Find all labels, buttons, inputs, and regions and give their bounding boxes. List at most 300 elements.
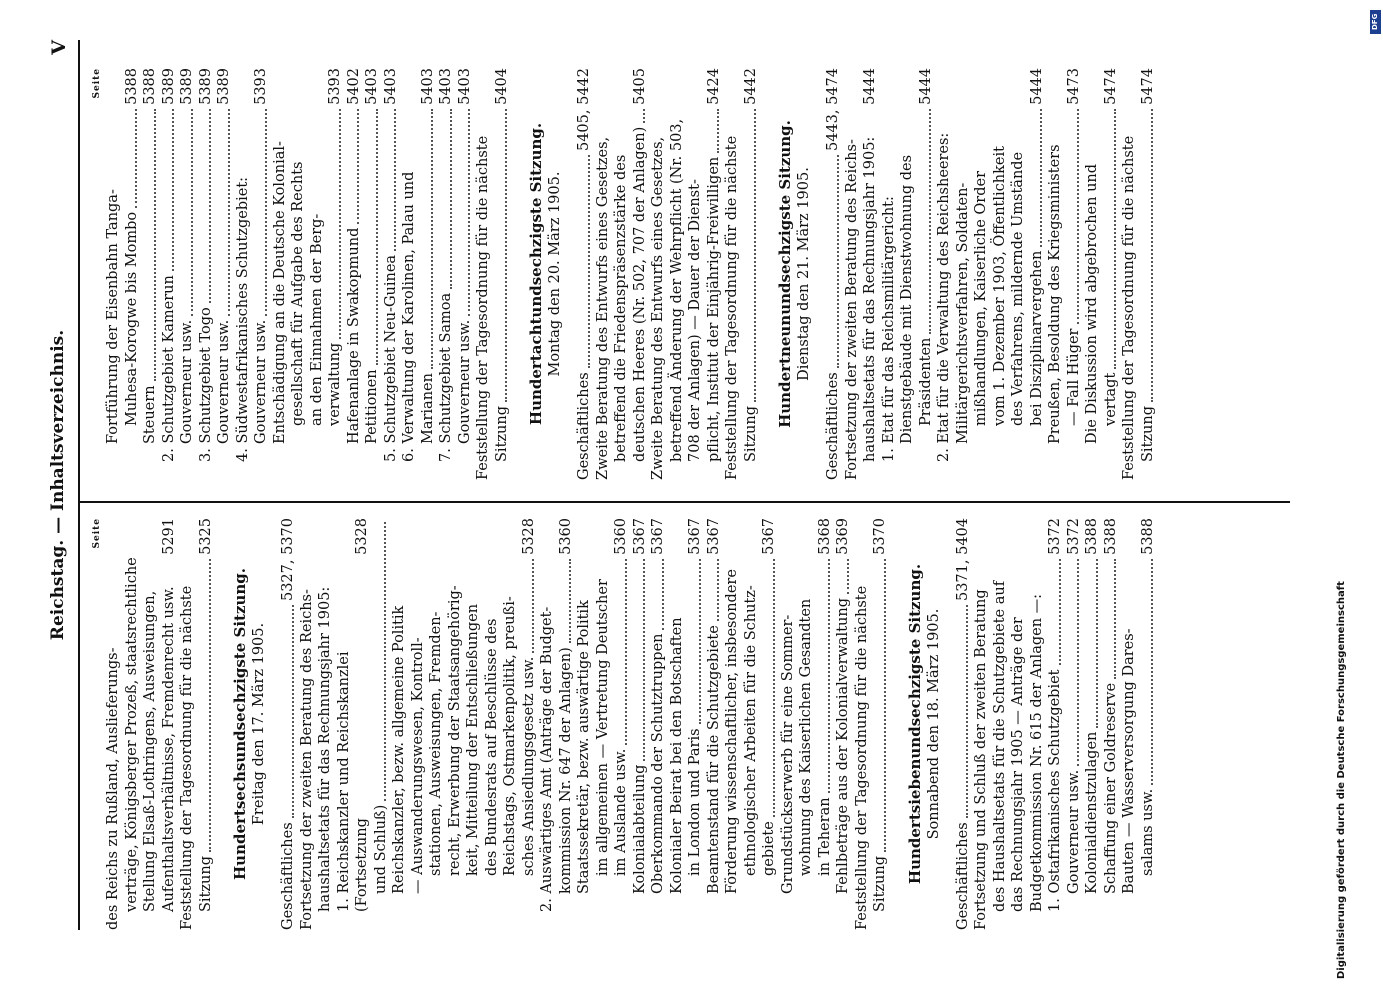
toc-entry bbox=[197, 68, 216, 480]
toc-entry bbox=[575, 68, 594, 480]
toc-entry bbox=[594, 68, 613, 480]
toc-entry-text: sches Ansiedlungsgesetz usw. bbox=[520, 656, 537, 876]
toc-entry-text: — Auswanderungswesen, Kontroll- bbox=[409, 637, 426, 894]
toc-entry-text: deutschen Heeres (Nr. 502, 707 der Anlagen) bbox=[631, 126, 648, 462]
toc-entry-text: pflicht, Institut der Einjährig-Freiwilligen bbox=[705, 156, 722, 462]
toc-entry-text: Militärgerichtsverfahren, Soldaten- bbox=[954, 182, 971, 444]
toc-entry-text: Geschäftliches bbox=[954, 822, 971, 930]
toc-entry bbox=[557, 518, 576, 930]
toc-entry-text: 3. Schutzgebiet Togo bbox=[197, 307, 214, 462]
toc-entry-text: Sitzung bbox=[197, 856, 214, 912]
toc-entry-text: Geschäftliches bbox=[825, 372, 841, 480]
toc-entry bbox=[104, 68, 123, 480]
dot-leader bbox=[1039, 109, 1042, 247]
toc-entry bbox=[289, 68, 308, 480]
toc-entry-text: Feststellung der Tagesordnung für die nächste bbox=[475, 135, 491, 480]
toc-entry-text: Sitzung bbox=[1139, 406, 1156, 462]
toc-entry-text: gesellschaft für Aufgabe des Rechts bbox=[290, 161, 306, 426]
toc-page-number: 5369 bbox=[835, 518, 851, 555]
toc-page-number: 5367 bbox=[705, 518, 722, 555]
toc-entry-text: an den Einnahmen der Berg- bbox=[308, 213, 325, 426]
toc-entry bbox=[160, 518, 179, 930]
toc-page-number: 5388 bbox=[1139, 518, 1156, 555]
page-header bbox=[48, 40, 74, 930]
toc-entry bbox=[779, 518, 798, 930]
toc-entry bbox=[991, 68, 1010, 480]
dot-leader bbox=[171, 109, 174, 271]
toc-entry-text: Preußen, Besoldung des Kriegsministers bbox=[1047, 144, 1063, 444]
toc-entry bbox=[742, 68, 761, 480]
toc-entry-text: Fortführung der Eisenbahn Tanga- bbox=[105, 189, 121, 444]
toc-entry-text: Staatssekretär, bezw. auswärtige Politik bbox=[576, 600, 592, 894]
toc-entry bbox=[538, 518, 557, 930]
toc-entry bbox=[308, 68, 327, 480]
toc-entry-text: Schaffung einer Goldreserve bbox=[1102, 682, 1119, 894]
toc-entry bbox=[972, 518, 991, 930]
digitization-note bbox=[1336, 8, 1383, 993]
toc-entry-text: des Haushaltsetats für die Schutzgebiete auf bbox=[991, 580, 1008, 912]
toc-entry-text: Aufenthaltsverhältnisse, Fremdenrecht usw. bbox=[160, 586, 177, 912]
toc-entry bbox=[1102, 518, 1121, 930]
toc-entry-text: Bauten — Wasserversorgung Dares- bbox=[1121, 628, 1137, 894]
toc-entry-text: Geschäftliches bbox=[576, 372, 592, 480]
toc-page-number: 5443, 5474 bbox=[825, 68, 841, 152]
toc-entry bbox=[372, 518, 391, 930]
toc-entry bbox=[991, 518, 1010, 930]
toc-entry-text: Entschädigung an die Deutsche Kolonial- bbox=[271, 141, 288, 444]
dot-leader bbox=[716, 109, 719, 153]
toc-entry-text: 6. Verwaltung der Karolinen, Palau und bbox=[401, 171, 417, 462]
toc-entry bbox=[1139, 68, 1158, 480]
toc-entry bbox=[954, 68, 973, 480]
toc-page-number: 5327, 5370 bbox=[280, 518, 296, 602]
toc-entry-text: 5. Schutzgebiet Neu-Guinea bbox=[382, 254, 399, 462]
seite-label: Seite bbox=[92, 518, 102, 549]
toc-entry bbox=[686, 518, 705, 930]
digitization-note-text: Digitalisierung gefördert durch die Deutsche Forschungsgemeinschaft bbox=[1336, 581, 1347, 979]
toc-page-number: 5291 bbox=[160, 518, 177, 555]
toc-page-number: 5388 bbox=[142, 68, 158, 105]
toc-entry-text: Förderung wissenschaftlicher, insbesondere bbox=[724, 569, 740, 894]
toc-entry bbox=[141, 68, 160, 480]
toc-entry bbox=[400, 68, 419, 480]
toc-entry bbox=[197, 518, 216, 930]
toc-entry-text: Reichskanzler, bezw. allgemeine Politik bbox=[391, 605, 407, 894]
dot-leader bbox=[624, 559, 627, 745]
toc-page-number: 5393 bbox=[327, 68, 343, 105]
toc-entry bbox=[631, 518, 650, 930]
dot-leader bbox=[642, 109, 645, 123]
dot-leader bbox=[1076, 109, 1079, 325]
toc-entry bbox=[649, 518, 668, 930]
toc-entry bbox=[363, 68, 382, 480]
toc-entry bbox=[649, 68, 668, 480]
toc-entry bbox=[178, 518, 197, 930]
toc-entry-text: Gouverneur usw. bbox=[456, 319, 473, 444]
session-date: Freitag den 17. März 1905. bbox=[251, 622, 267, 826]
toc-page-number: 5325 bbox=[197, 518, 214, 555]
session-heading: Hundertneunundsechzigste Sitzung. bbox=[776, 120, 794, 428]
toc-page-number: 5368 bbox=[816, 518, 833, 555]
dot-leader bbox=[846, 559, 849, 594]
toc-entry-text: des Verfahrens, mildernde Umstände bbox=[1010, 151, 1026, 426]
toc-page-number: 5444 bbox=[862, 68, 878, 105]
toc-entry bbox=[279, 518, 298, 930]
toc-page-number: 5367 bbox=[631, 518, 648, 555]
toc-entry bbox=[972, 68, 991, 480]
toc-page-number: 5403 bbox=[456, 68, 473, 105]
toc-entry-text: 1. Ostafrikanisches Schutzgebiet bbox=[1047, 669, 1063, 912]
toc-page-number: 5372 bbox=[1065, 518, 1082, 555]
toc-entry bbox=[612, 518, 631, 930]
toc-entry-text: vom 1. Dezember 1903, Öffentlichkeit bbox=[991, 146, 1008, 426]
toc-entry bbox=[1102, 68, 1121, 480]
toc-entry bbox=[215, 68, 234, 480]
dot-leader bbox=[449, 109, 452, 289]
toc-entry-text: Die Diskussion wird abgebrochen und bbox=[1084, 163, 1100, 444]
toc-entry bbox=[834, 518, 853, 930]
toc-entry bbox=[271, 68, 290, 480]
toc-entry bbox=[104, 518, 123, 930]
dot-leader bbox=[356, 109, 359, 224]
toc-entry-text: betreffend Änderung der Wehrpflicht (Nr. 503, bbox=[668, 118, 685, 462]
toc-entry-text: Zweite Beratung des Entwurfs eines Gesetzes, bbox=[594, 136, 611, 480]
toc-page-number: 5404 bbox=[493, 68, 510, 105]
session-heading: Hundertachtundsechzigste Sitzung. bbox=[527, 122, 545, 426]
toc-entry-text: 708 der Anlagen) — Dauer der Dienst- bbox=[687, 179, 703, 462]
dot-leader bbox=[642, 559, 645, 761]
toc-entry bbox=[501, 518, 520, 930]
toc-entry bbox=[760, 518, 779, 930]
toc-page-number: 5403 bbox=[438, 68, 454, 105]
dot-leader bbox=[1150, 109, 1153, 402]
dot-leader bbox=[827, 559, 830, 794]
toc-page-number: 5370 bbox=[872, 518, 888, 555]
toc-page-number: 5389 bbox=[160, 68, 177, 105]
session-heading: Hundertsechsundsechzigste Sitzung. bbox=[231, 568, 249, 880]
toc-entry-text: im Auslande usw. bbox=[613, 748, 629, 876]
toc-entry-text: Präsidenten bbox=[917, 337, 934, 426]
toc-entry bbox=[409, 518, 428, 930]
dot-leader bbox=[928, 109, 931, 334]
toc-entry bbox=[252, 68, 271, 480]
left-entries bbox=[104, 518, 1157, 930]
right-entries bbox=[104, 68, 1157, 480]
toc-entry-text: Reichstags, Ostmarkenpolitik, preußi- bbox=[502, 596, 518, 876]
toc-page-number: 5405, 5442 bbox=[576, 68, 592, 152]
toc-entry bbox=[160, 68, 179, 480]
toc-entry-text: vertagt bbox=[1102, 372, 1119, 426]
toc-entry bbox=[298, 518, 317, 930]
toc-page-number: 5405 bbox=[631, 68, 648, 105]
toc-page-number: 5473 bbox=[1065, 68, 1082, 105]
dot-leader bbox=[883, 559, 886, 852]
toc-entry-text: und Schluß) bbox=[372, 804, 389, 894]
toc-entry-text: kommission Nr. 647 der Anlagen) bbox=[557, 647, 574, 894]
toc-entry bbox=[575, 518, 594, 930]
dot-leader bbox=[430, 109, 433, 369]
toc-page-number: 5388 bbox=[123, 68, 140, 105]
toc-page-number: 5474 bbox=[1102, 68, 1119, 105]
dot-leader bbox=[208, 109, 211, 303]
toc-entry-text: bei Disziplinarvergehen bbox=[1028, 250, 1045, 426]
toc-page-number: 5403 bbox=[382, 68, 399, 105]
toc-page-number: 5371, 5404 bbox=[954, 518, 971, 602]
toc-entry-text: 1. Reichskanzler und Reichskanzlei (Fortsetzung bbox=[335, 651, 370, 912]
toc-entry-text: das Rechnungsjahr 1905 — Anträge der bbox=[1010, 617, 1026, 912]
toc-page-number: 5367 bbox=[650, 518, 666, 555]
toc-page-number: 5388 bbox=[1102, 518, 1119, 555]
toc-entry-text: Beamtenstand für die Schutzgebiete bbox=[705, 625, 722, 894]
toc-entry bbox=[742, 518, 761, 930]
toc-entry bbox=[668, 68, 687, 480]
toc-entry bbox=[861, 68, 880, 480]
toc-entry bbox=[234, 68, 253, 480]
toc-entry bbox=[1065, 518, 1084, 930]
toc-entry-text: keit, Mitteilung der Entschließungen bbox=[465, 603, 481, 876]
toc-entry bbox=[954, 518, 973, 930]
toc-page-number: 5360 bbox=[613, 518, 629, 555]
toc-entry bbox=[668, 518, 687, 930]
dot-leader bbox=[753, 109, 756, 402]
toc-entry-text: Fortsetzung und Schluß der zweiten Beratung bbox=[973, 589, 989, 930]
toc-entry-text: 1. Etat für das Reichsmilitärgericht: bbox=[880, 196, 897, 462]
toc-entry bbox=[917, 68, 936, 480]
toc-entry-text: Grundstückserwerb für eine Sommer- bbox=[779, 614, 796, 894]
toc-entry-text: 2. Etat für die Verwaltung des Reichsheeres: bbox=[936, 132, 952, 462]
dot-leader bbox=[965, 605, 968, 818]
toc-entry bbox=[871, 518, 890, 930]
toc-entry bbox=[705, 518, 724, 930]
toc-entry-text: Budgetkommission Nr. 615 der Anlagen —: bbox=[1028, 593, 1045, 912]
dot-leader bbox=[772, 559, 775, 817]
toc-entry bbox=[464, 518, 483, 930]
toc-entry-text: Sitzung bbox=[872, 856, 888, 912]
toc-entry-text: 4. Südwestafrikanisches Schutzgebiet: bbox=[234, 176, 251, 462]
toc-entry-text: Sitzung bbox=[493, 406, 510, 462]
toc-entry-text: Muhesa-Korogwe bis Mombo bbox=[123, 211, 140, 426]
dfg-logo: DFG bbox=[1370, 10, 1381, 34]
toc-entry-text: Kolonialer Beirat bei den Botschaften bbox=[668, 617, 685, 894]
toc-entry-text: Geschäftliches bbox=[280, 822, 296, 930]
toc-entry-text: Dienstgebäude mit Dienstwohnung des bbox=[899, 154, 915, 444]
toc-entry-text: 2. Schutzgebiet Kamerun bbox=[160, 275, 177, 462]
toc-entry bbox=[898, 68, 917, 480]
session-heading: Hundertsiebenundsechzigste Sitzung. bbox=[905, 563, 924, 885]
toc-entry-text: Hafenanlage in Swakopmund bbox=[345, 227, 362, 444]
toc-page-number: 5389 bbox=[197, 68, 214, 105]
toc-entry-text: Feststellung der Tagesordnung für die nächste bbox=[1121, 135, 1137, 480]
dot-leader bbox=[1058, 559, 1061, 666]
toc-entry-text: salams usw. bbox=[1139, 788, 1156, 876]
toc-entry bbox=[935, 68, 954, 480]
toc-entry-text: verwaltung bbox=[327, 342, 343, 426]
toc-entry bbox=[335, 518, 372, 930]
toc-entry bbox=[631, 68, 650, 480]
dot-leader bbox=[504, 109, 507, 402]
toc-entry-text: Feststellung der Tagesordnung für die nächste bbox=[179, 585, 195, 930]
dot-leader bbox=[227, 109, 230, 316]
toc-entry-text: recht, Erwerbung der Staatsangehörig- bbox=[446, 585, 463, 876]
dot-leader bbox=[716, 559, 719, 621]
toc-entry bbox=[123, 518, 142, 930]
toc-entry-text: im allgemeinen — Vertretung Deutscher bbox=[594, 579, 611, 876]
toc-page-number: 5389 bbox=[179, 68, 195, 105]
toc-page-number: 5402 bbox=[345, 68, 362, 105]
seite-label: Seite bbox=[92, 68, 102, 99]
toc-entry-text: Stellung Elsaß-Lothringens, Ausweisungen, bbox=[142, 590, 158, 912]
toc-page-number: 5442 bbox=[742, 68, 759, 105]
toc-entry-text: haushaltsetats für das Rechnungsjahr 1905: bbox=[862, 136, 878, 462]
toc-entry bbox=[1046, 68, 1065, 480]
toc-entry bbox=[446, 518, 465, 930]
dot-leader bbox=[393, 109, 396, 251]
toc-entry-text: 2. Auswärtiges Amt (Anträge der Budget- bbox=[539, 606, 555, 912]
toc-entry-text: Gouverneur usw. bbox=[179, 319, 195, 444]
dot-leader bbox=[264, 109, 267, 316]
toc-entry-text: Fehlbeträge aus der Kolonialverwaltung bbox=[835, 598, 851, 894]
toc-entry bbox=[723, 68, 742, 480]
toc-entry-text: Fortsetzung der zweiten Beratung des Reichs- bbox=[298, 589, 315, 930]
toc-entry bbox=[797, 518, 816, 930]
toc-entry bbox=[1120, 518, 1139, 930]
toc-entry-text: Zweite Beratung des Entwurfs eines Gesetzes, bbox=[650, 136, 666, 480]
dot-leader bbox=[1095, 559, 1098, 728]
toc-entry bbox=[1065, 68, 1084, 480]
toc-entry bbox=[456, 68, 475, 480]
dot-leader bbox=[698, 559, 701, 725]
toc-page-number: 5403 bbox=[419, 68, 436, 105]
dot-leader bbox=[836, 155, 839, 368]
toc-entry bbox=[390, 518, 409, 930]
toc-entry bbox=[686, 68, 705, 480]
toc-entry bbox=[816, 518, 835, 930]
toc-entry-text: wohnung des Kaiserlichen Gesandten bbox=[798, 598, 814, 876]
dot-leader bbox=[134, 109, 137, 208]
toc-page-number: 5424 bbox=[705, 68, 722, 105]
dot-leader bbox=[190, 109, 193, 316]
toc-entry bbox=[705, 68, 724, 480]
toc-entry-text: Petitionen bbox=[364, 369, 380, 444]
dot-leader bbox=[531, 559, 534, 653]
toc-entry bbox=[419, 68, 438, 480]
dot-leader bbox=[291, 605, 294, 818]
toc-page-number: 5389 bbox=[216, 68, 232, 105]
toc-entry bbox=[1028, 518, 1047, 930]
right-column bbox=[92, 68, 1157, 480]
column-divider bbox=[80, 501, 1290, 503]
toc-entry bbox=[520, 518, 539, 930]
dot-leader bbox=[338, 109, 341, 339]
toc-page-number: 5328 bbox=[354, 518, 370, 555]
toc-page-number: 5393 bbox=[253, 68, 269, 105]
toc-entry-text: stationen, Ausweisungen, Fremden- bbox=[428, 611, 444, 876]
toc-entry-text: Feststellung der Tagesordnung für die nächste bbox=[853, 585, 870, 930]
toc-entry-text: — Fall Hüger bbox=[1065, 328, 1082, 426]
toc-entry-text: in Teheran bbox=[816, 797, 833, 876]
toc-page-number: 5367 bbox=[687, 518, 703, 555]
toc-entry bbox=[437, 68, 456, 480]
toc-page-number: 5474 bbox=[1139, 68, 1156, 105]
dot-leader bbox=[153, 109, 156, 382]
toc-entry bbox=[1120, 68, 1139, 480]
toc-entry bbox=[382, 68, 401, 480]
dot-leader bbox=[375, 109, 378, 365]
toc-entry bbox=[427, 518, 446, 930]
toc-entry bbox=[178, 68, 197, 480]
toc-entry-text: des Reichs zu Rußland, Auslieferungs- bbox=[105, 647, 121, 930]
toc-page-number: 5367 bbox=[761, 518, 777, 555]
toc-entry bbox=[594, 518, 613, 930]
dot-leader bbox=[467, 109, 470, 316]
dot-leader bbox=[661, 559, 664, 630]
toc-entry bbox=[1028, 68, 1047, 480]
toc-page-number: 5328 bbox=[520, 518, 537, 555]
toc-entry bbox=[1009, 518, 1028, 930]
toc-entry bbox=[1083, 68, 1102, 480]
toc-entry-text: Gouverneur usw. bbox=[253, 319, 269, 444]
toc-entry bbox=[123, 68, 142, 480]
toc-page-number: 5403 bbox=[364, 68, 380, 105]
toc-entry bbox=[1046, 518, 1065, 930]
toc-entry-text: 7. Schutzgebiet Samoa bbox=[438, 292, 454, 462]
toc-entry-text: ethnologischer Arbeiten für die Schutz- bbox=[742, 585, 759, 876]
toc-page-number: 5388 bbox=[1084, 518, 1100, 555]
toc-entry-text: gebiete bbox=[761, 821, 777, 876]
dot-leader bbox=[568, 559, 571, 643]
dot-leader bbox=[383, 522, 386, 801]
toc-entry bbox=[483, 518, 502, 930]
header-rule bbox=[78, 40, 80, 930]
session-date: Sonnabend den 18. März 1905. bbox=[925, 608, 942, 840]
dot-leader bbox=[1113, 109, 1116, 369]
dot-leader bbox=[1076, 559, 1079, 766]
toc-entry bbox=[853, 518, 872, 930]
toc-page-number: 5444 bbox=[1028, 68, 1045, 105]
toc-entry bbox=[326, 68, 345, 480]
toc-entry bbox=[493, 68, 512, 480]
left-column bbox=[92, 518, 1157, 930]
toc-entry bbox=[843, 68, 862, 480]
toc-entry bbox=[1139, 518, 1158, 930]
toc-entry bbox=[612, 68, 631, 480]
toc-entry bbox=[824, 68, 843, 480]
toc-entry bbox=[880, 68, 899, 480]
toc-entry-text: betreffend die Friedenspräsenzstärke des bbox=[613, 154, 629, 462]
header-title: Reichstag. — Inhaltsverzeichnis. bbox=[48, 329, 68, 641]
dot-leader bbox=[587, 155, 590, 368]
toc-entry-text: Feststellung der Tagesordnung für die nächste bbox=[724, 135, 740, 480]
toc-entry bbox=[141, 518, 160, 930]
session-date: Montag den 20. März 1905. bbox=[547, 171, 563, 377]
toc-entry-text: Oberkommando der Schutztruppen bbox=[650, 633, 666, 894]
toc-page-number: 5372 bbox=[1047, 518, 1063, 555]
toc-entry bbox=[723, 518, 742, 930]
toc-page-number: 5360 bbox=[557, 518, 574, 555]
dot-leader bbox=[1150, 559, 1153, 785]
toc-entry-text: des Bundesrats auf Beschlüsse des bbox=[483, 618, 500, 876]
toc-entry bbox=[316, 518, 335, 930]
toc-entry bbox=[1009, 68, 1028, 480]
dot-leader bbox=[1113, 559, 1116, 679]
toc-entry-text: Fortsetzung der zweiten Beratung des Reichs- bbox=[843, 139, 860, 480]
toc-entry-text: in London und Paris bbox=[687, 728, 703, 876]
toc-entry bbox=[474, 68, 493, 480]
toc-entry bbox=[1083, 518, 1102, 930]
session-date: Dienstag den 21. März 1905. bbox=[796, 167, 812, 381]
toc-entry-text: mißhandlungen, Kaiserliche Order bbox=[973, 170, 989, 426]
page-number: V bbox=[48, 40, 70, 55]
